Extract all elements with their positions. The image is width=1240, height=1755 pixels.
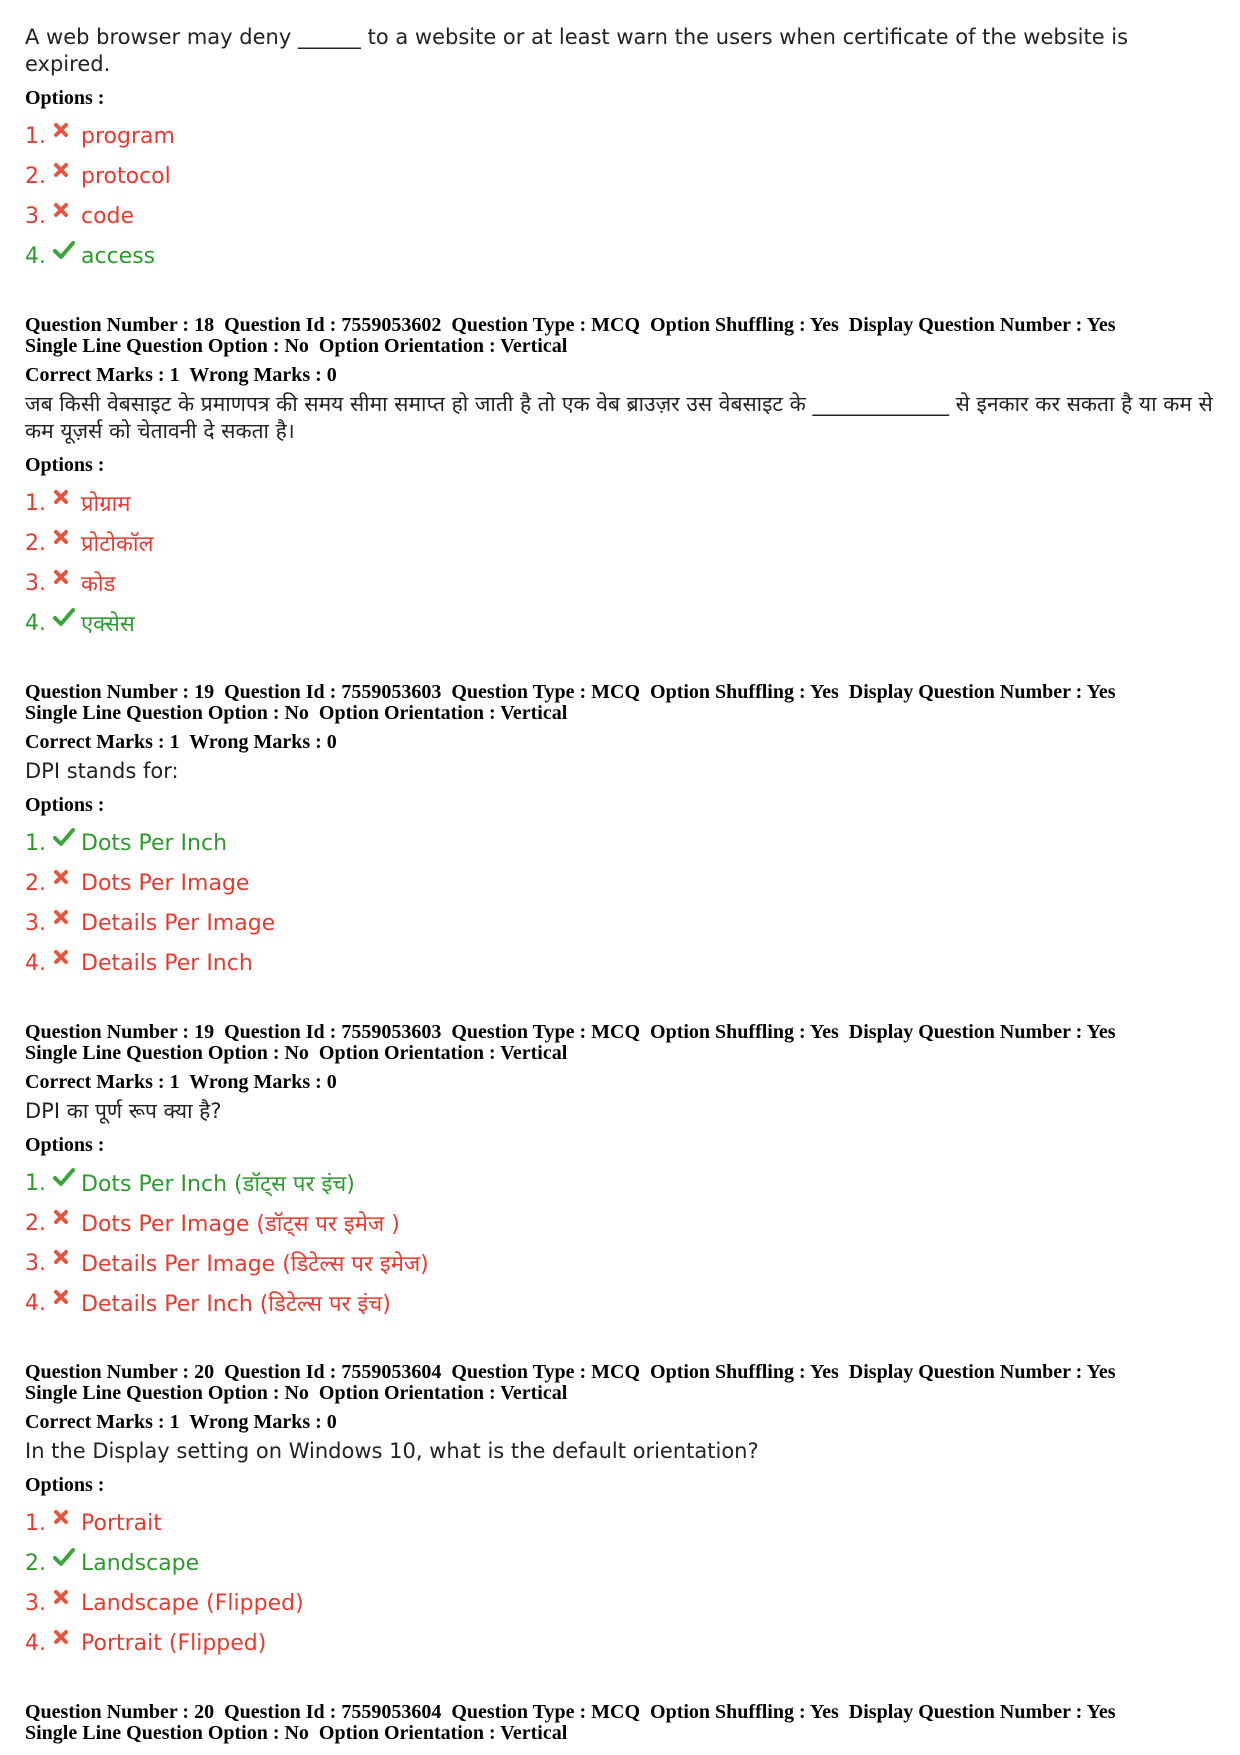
option-text: code xyxy=(81,203,135,229)
question-text: In the Display setting on Windows 10, what is the default orientation? xyxy=(25,1439,759,1463)
option-text: प्रोटोकॉल xyxy=(81,532,154,557)
question-meta-line: Single Line Question Option : No Option Orientation : Vertical xyxy=(25,702,568,724)
cross-icon xyxy=(53,1209,81,1225)
option-number: 2. xyxy=(25,1550,46,1576)
question-text: DPI का पूर्ण रूप क्या है? xyxy=(25,1099,222,1123)
options-label: Options : xyxy=(25,454,105,476)
option-item xyxy=(25,863,1215,903)
cross-icon xyxy=(53,1509,81,1525)
cross-icon xyxy=(53,202,81,218)
question-meta-line: Question Number : 19 Question Id : 7559053603 Question Type : MCQ Option Shuffling : Yes Display Question Number : Yes xyxy=(25,1021,1116,1043)
option-item xyxy=(25,523,1215,563)
option-text: प्रोग्राम xyxy=(81,492,131,517)
option-text: program xyxy=(81,123,175,149)
option-item xyxy=(25,1503,1215,1543)
question-block xyxy=(25,24,1215,276)
marks-line: Correct Marks : 1 Wrong Marks : 0 xyxy=(25,364,337,386)
option-number: 4. xyxy=(25,1290,46,1316)
option-item xyxy=(25,1203,1215,1243)
question-block xyxy=(25,682,1215,983)
question-text: DPI stands for: xyxy=(25,759,179,783)
option-item xyxy=(25,563,1215,603)
cross-icon xyxy=(53,1249,81,1265)
question-meta-line: Single Line Question Option : No Option Orientation : Vertical xyxy=(25,1042,568,1064)
option-text: Dots Per Image xyxy=(81,870,250,896)
cross-icon xyxy=(53,1289,81,1305)
check-icon xyxy=(53,1547,81,1567)
option-text: access xyxy=(81,243,156,269)
option-item xyxy=(25,1283,1215,1323)
option-number: 3. xyxy=(25,203,46,229)
option-number: 3. xyxy=(25,1250,46,1276)
check-icon xyxy=(53,1167,81,1187)
cross-icon xyxy=(53,162,81,178)
option-number: 1. xyxy=(25,123,46,149)
check-icon xyxy=(53,607,81,627)
option-number: 2. xyxy=(25,163,46,189)
option-item xyxy=(25,943,1215,983)
cross-icon xyxy=(53,1629,81,1645)
option-item xyxy=(25,903,1215,943)
option-item xyxy=(25,1623,1215,1663)
question-meta-line: Question Number : 20 Question Id : 7559053604 Question Type : MCQ Option Shuffling : Yes Display Question Number : Yes xyxy=(25,1361,1116,1383)
check-icon xyxy=(53,827,81,847)
option-text: Details Per Inch xyxy=(81,950,253,976)
option-number: 3. xyxy=(25,1590,46,1616)
option-item xyxy=(25,603,1215,643)
question-meta-line: Single Line Question Option : No Option Orientation : Vertical xyxy=(25,1722,568,1744)
option-number: 4. xyxy=(25,1630,46,1656)
cross-icon xyxy=(53,909,81,925)
option-item xyxy=(25,483,1215,523)
option-text: Details Per Inch (डिटेल्स पर इंच) xyxy=(81,1292,391,1317)
option-number: 3. xyxy=(25,910,46,936)
cross-icon xyxy=(53,949,81,965)
option-item xyxy=(25,1163,1215,1203)
option-item xyxy=(25,1583,1215,1623)
check-icon xyxy=(53,240,81,260)
option-item xyxy=(25,823,1215,863)
option-text: एक्सेस xyxy=(81,612,135,637)
marks-line: Correct Marks : 1 Wrong Marks : 0 xyxy=(25,731,337,753)
option-item xyxy=(25,156,1215,196)
option-number: 1. xyxy=(25,490,46,516)
option-number: 4. xyxy=(25,950,46,976)
option-number: 1. xyxy=(25,1170,46,1196)
options-label: Options : xyxy=(25,1474,105,1496)
options-label: Options : xyxy=(25,87,105,109)
cross-icon xyxy=(53,869,81,885)
question-block xyxy=(25,1362,1215,1663)
option-item xyxy=(25,1243,1215,1283)
option-text: Portrait (Flipped) xyxy=(81,1630,267,1656)
question-paper-page xyxy=(25,24,1215,1744)
options-label: Options : xyxy=(25,1134,105,1156)
question-block xyxy=(25,1702,1215,1744)
cross-icon xyxy=(53,489,81,505)
question-meta-line: Question Number : 20 Question Id : 7559053604 Question Type : MCQ Option Shuffling : Yes Display Question Number : Yes xyxy=(25,1701,1116,1723)
marks-line: Correct Marks : 1 Wrong Marks : 0 xyxy=(25,1071,337,1093)
cross-icon xyxy=(53,122,81,138)
question-block xyxy=(25,315,1215,643)
option-number: 2. xyxy=(25,1210,46,1236)
question-text: जब किसी वेबसाइट के प्रमाणपत्र की समय सीमा समाप्त हो जाती है तो एक वेब ब्राउज़र उस वेबसाइट के _____________ से इनकार कर सकता है या कम से कम यूज़र्स को चेतावनी दे सकता है। xyxy=(25,392,1213,443)
question-text: A web browser may deny ______ to a website or at least warn the users when certificate of the website is expired. xyxy=(25,25,1129,76)
cross-icon xyxy=(53,1589,81,1605)
option-text: कोड xyxy=(81,572,116,597)
option-item xyxy=(25,1543,1215,1583)
option-number: 2. xyxy=(25,530,46,556)
option-text: Portrait xyxy=(81,1510,162,1536)
option-number: 1. xyxy=(25,830,46,856)
option-number: 4. xyxy=(25,610,46,636)
option-text: Dots Per Inch xyxy=(81,830,228,856)
option-item xyxy=(25,116,1215,156)
option-item xyxy=(25,236,1215,276)
marks-line: Correct Marks : 1 Wrong Marks : 0 xyxy=(25,1411,337,1433)
option-text: protocol xyxy=(81,163,171,189)
option-text: Details Per Image (डिटेल्स पर इमेज) xyxy=(81,1252,429,1277)
option-item xyxy=(25,196,1215,236)
question-meta-line: Question Number : 19 Question Id : 7559053603 Question Type : MCQ Option Shuffling : Yes Display Question Number : Yes xyxy=(25,681,1116,703)
question-block xyxy=(25,1022,1215,1323)
option-text: Dots Per Inch (डॉट्स पर इंच) xyxy=(81,1172,355,1197)
cross-icon xyxy=(53,569,81,585)
option-text: Details Per Image xyxy=(81,910,276,936)
option-number: 3. xyxy=(25,570,46,596)
option-number: 1. xyxy=(25,1510,46,1536)
option-text: Landscape xyxy=(81,1550,200,1576)
option-text: Dots Per Image (डॉट्स पर इमेज ) xyxy=(81,1212,400,1237)
cross-icon xyxy=(53,529,81,545)
option-text: Landscape (Flipped) xyxy=(81,1590,304,1616)
option-number: 2. xyxy=(25,870,46,896)
question-meta-line: Single Line Question Option : No Option Orientation : Vertical xyxy=(25,335,568,357)
options-label: Options : xyxy=(25,794,105,816)
question-meta-line: Single Line Question Option : No Option Orientation : Vertical xyxy=(25,1382,568,1404)
option-number: 4. xyxy=(25,243,46,269)
question-meta-line: Question Number : 18 Question Id : 7559053602 Question Type : MCQ Option Shuffling : Yes Display Question Number : Yes xyxy=(25,314,1116,336)
